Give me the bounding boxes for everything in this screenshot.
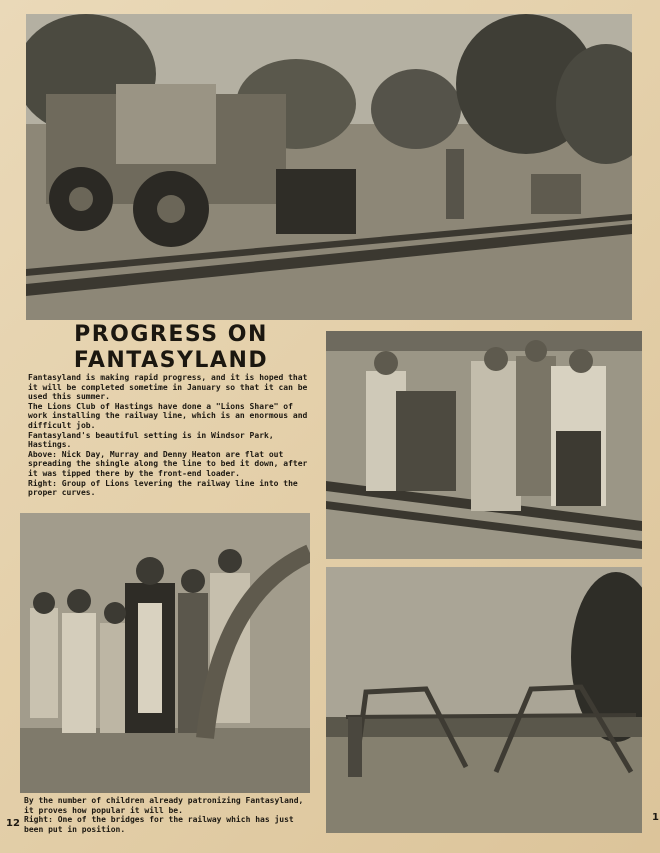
bridge-caption-text: One of the bridges for the railway which has just been put in position. [24,815,294,834]
right-caption [28,479,312,498]
headline-line-1: PROGRESS ON [74,322,268,347]
children-scene-image [20,513,310,793]
article-paragraph-2: The Lions Club of Hastings have done a "Lions Share" of work installing the railway line, which is an enormous and difficult job. [28,401,308,430]
article-paragraph-1: Fantasyland is making rapid progress, and it is hoped that it will be completed sometime in January so that it can be used this summer. [28,373,308,402]
bridge-caption [24,815,314,834]
lions-scene-image [326,331,642,559]
headline-line-2: FANTASYLAND [73,348,269,373]
bridge-scene-image [326,567,642,833]
article-body [28,373,312,498]
right-caption-text: Group of Lions levering the railway line into the proper curves. [28,478,298,498]
photo-front-end-loader [26,14,632,320]
page-number: 12 [6,818,20,829]
above-caption-label: Above: [28,449,57,459]
page-mark-right: 1 [652,812,659,823]
children-caption: By the number of children already patronizing Fantasyland, it proves how popular it will be. [24,796,304,815]
right-caption-label: Right: [28,478,57,488]
above-caption [28,450,312,479]
article-headline [26,322,316,374]
photo-railway-bridge [326,567,642,833]
loader-scene-image [26,14,632,320]
article-paragraph-3: Fantasyland's beautiful setting is in Windsor Park, Hastings. [28,430,274,450]
above-caption-text: Nick Day, Murray and Denny Heaton are flat out spreading the shingle along the line to bed it down, after it was tipped there by the front-end loader. [28,449,308,478]
bottom-caption [24,796,314,834]
bridge-caption-label: Right: [24,815,53,825]
photo-children [20,513,310,793]
photo-lions-levering-rail [326,331,642,559]
